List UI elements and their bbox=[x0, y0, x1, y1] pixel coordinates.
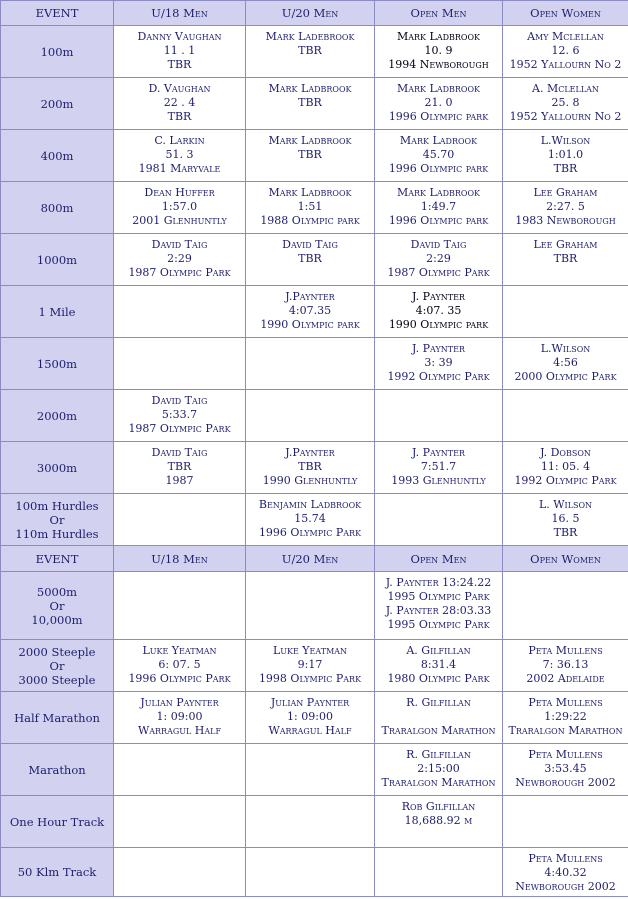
record-venue: 1996 Olympic park bbox=[388, 214, 489, 227]
event-label: 400m bbox=[40, 148, 74, 163]
athlete-name: Luke Yeatman bbox=[272, 644, 348, 657]
record-cell-open-women bbox=[503, 442, 628, 494]
athlete-name: J. Paynter 13:24.22 bbox=[385, 576, 492, 589]
athlete-name: Lee Graham bbox=[533, 238, 598, 251]
record-cell-open-men bbox=[375, 286, 503, 338]
record-venue: Newborough 2002 bbox=[515, 880, 616, 893]
record-cell-open-women bbox=[503, 494, 628, 546]
event-label: 1500m bbox=[36, 356, 78, 371]
record-cell-u20-men bbox=[246, 572, 375, 640]
record-value: 25. 8 bbox=[551, 96, 580, 109]
table-row bbox=[1, 494, 628, 546]
record-cell-u20-men bbox=[246, 26, 375, 78]
record-venue: 1996 Olympic park bbox=[388, 162, 489, 175]
record-venue: Traralgon Marathon bbox=[381, 724, 496, 737]
record-cell-u18-men bbox=[114, 78, 246, 130]
record-value: 11: 05. 4 bbox=[540, 460, 591, 473]
record-venue: 1952 Yallourn No 2 bbox=[509, 110, 622, 123]
record-value: 22 . 4 bbox=[163, 96, 196, 109]
record-value: 21. 0 bbox=[424, 96, 453, 109]
athlete-name: David Taig bbox=[410, 238, 467, 251]
record-cell-u20-men bbox=[246, 286, 375, 338]
header-row bbox=[1, 1, 628, 26]
event-label: 5000m bbox=[36, 584, 78, 599]
athlete-name: D. Vaughan bbox=[148, 82, 211, 95]
table-row bbox=[1, 692, 628, 744]
table-row bbox=[1, 182, 628, 234]
event-cell bbox=[1, 744, 114, 796]
event-label: 200m bbox=[40, 96, 74, 111]
header-u18-men: U/18 Men bbox=[114, 1, 246, 26]
athlete-name: Luke Yeatman bbox=[142, 644, 217, 657]
record-venue: 1994 Newborough bbox=[388, 58, 489, 71]
athlete-name: David Taig bbox=[151, 446, 208, 459]
record-cell-u20-men bbox=[246, 640, 375, 692]
record-value: 2:29 bbox=[426, 252, 451, 265]
table-row bbox=[1, 234, 628, 286]
record-value: 4:07.35 bbox=[288, 304, 332, 317]
athlete-name: David Taig bbox=[282, 238, 338, 251]
event-cell bbox=[1, 390, 114, 442]
record-cell-open-women bbox=[503, 796, 628, 848]
table-row bbox=[1, 26, 628, 78]
record-cell-open-men bbox=[375, 78, 503, 130]
athlete-name: J. Dobson bbox=[540, 446, 591, 459]
record-value: 8:31.4 bbox=[420, 658, 457, 671]
event-label: Or bbox=[49, 658, 65, 673]
athlete-name: Julian Paynter bbox=[270, 696, 350, 709]
record-venue: 1983 Newborough bbox=[515, 214, 616, 227]
record-cell-u18-men bbox=[114, 442, 246, 494]
record-cell-open-men bbox=[375, 692, 503, 744]
record-cell-open-women bbox=[503, 234, 628, 286]
event-cell bbox=[1, 442, 114, 494]
record-cell-open-men bbox=[375, 572, 503, 640]
record-cell-u20-men bbox=[246, 130, 375, 182]
event-label: 3000m bbox=[36, 460, 78, 475]
athlete-name: R. Gilfillan bbox=[406, 696, 471, 709]
record-cell-u20-men bbox=[246, 182, 375, 234]
record-venue: 1990 Olympic park bbox=[388, 318, 489, 331]
record-venue: 1990 Olympic park bbox=[260, 318, 360, 331]
athlete-name: Danny Vaughan bbox=[137, 30, 222, 43]
record-cell-open-women bbox=[503, 692, 628, 744]
event-label: 100m Hurdles bbox=[15, 498, 99, 513]
event-label: 100m bbox=[40, 44, 74, 59]
record-venue: 2000 Olympic Park bbox=[514, 370, 617, 383]
athlete-name: Mark Ladrook bbox=[399, 134, 478, 147]
record-cell-open-men bbox=[375, 640, 503, 692]
record-value: 1:49.7 bbox=[420, 200, 457, 213]
record-value: 51. 3 bbox=[165, 148, 194, 161]
record-value: TBR bbox=[298, 252, 322, 265]
athlete-name: A. Mclellan bbox=[532, 82, 599, 95]
record-value: 2:15:00 bbox=[417, 762, 460, 775]
athlete-name: Mark Ladbrook bbox=[268, 186, 352, 199]
record-cell-u18-men bbox=[114, 26, 246, 78]
event-label: 110m Hurdles bbox=[15, 526, 99, 541]
event-label: Or bbox=[49, 512, 65, 527]
event-label: Or bbox=[49, 598, 65, 613]
athlete-name: Mark Ladbrook bbox=[268, 134, 352, 147]
athlete-name: Peta Mullens bbox=[528, 644, 603, 657]
event-cell bbox=[1, 338, 114, 390]
record-cell-u20-men bbox=[246, 338, 375, 390]
record-venue: 1981 Maryvale bbox=[138, 162, 221, 175]
header-u20-men: U/20 Men bbox=[246, 546, 375, 572]
table-row bbox=[1, 442, 628, 494]
record-venue: 1996 Olympic park bbox=[388, 110, 489, 123]
table-row bbox=[1, 796, 628, 848]
record-cell-u18-men bbox=[114, 286, 246, 338]
event-cell bbox=[1, 796, 114, 848]
athlete-name: Benjamin Ladbrook bbox=[258, 498, 362, 511]
event-label: 2000 Steeple bbox=[18, 644, 96, 659]
record-value: 1995 Olympic Park bbox=[387, 590, 490, 603]
event-label: 1000m bbox=[36, 252, 78, 267]
event-label: Marathon bbox=[28, 762, 86, 777]
record-value: 7: 36.13 bbox=[542, 658, 589, 671]
athlete-name: L. Wilson bbox=[538, 498, 593, 511]
athlete-name: Mark Ladbrook bbox=[396, 82, 481, 95]
record-cell-u18-men bbox=[114, 130, 246, 182]
record-cell-u18-men bbox=[114, 744, 246, 796]
record-venue: 1987 Olympic Park bbox=[387, 266, 490, 279]
athlete-name: J. Paynter bbox=[412, 342, 465, 355]
record-cell-u18-men bbox=[114, 182, 246, 234]
record-cell-open-men bbox=[375, 338, 503, 390]
record-cell-open-women bbox=[503, 182, 628, 234]
record-cell-open-women bbox=[503, 130, 628, 182]
athlete-name: Peta Mullens bbox=[528, 748, 603, 761]
record-value: TBR bbox=[298, 460, 322, 473]
table-row bbox=[1, 390, 628, 442]
record-venue: TBR bbox=[553, 526, 578, 539]
event-cell bbox=[1, 182, 114, 234]
record-value: 1: 09:00 bbox=[287, 710, 333, 723]
table-row bbox=[1, 640, 628, 692]
record-value: 5:33.7 bbox=[161, 408, 198, 421]
athlete-name: David Taig bbox=[151, 238, 208, 251]
athlete-name: Peta Mullens bbox=[528, 852, 603, 865]
record-venue: J. Paynter 28:03.33 bbox=[385, 604, 492, 617]
record-cell-open-men bbox=[375, 130, 503, 182]
athlete-name: Mark Ladbrook bbox=[268, 82, 352, 95]
record-venue: 1992 Olympic Park bbox=[387, 370, 490, 383]
athlete-name: L.Wilson bbox=[540, 342, 591, 355]
record-value: TBR bbox=[167, 460, 192, 473]
record-venue: 1996 Olympic Park bbox=[128, 672, 231, 685]
athlete-name: C. Larkin bbox=[154, 134, 205, 147]
record-venue: 1987 Olympic Park bbox=[128, 266, 231, 279]
record-cell-open-men bbox=[375, 390, 503, 442]
record-value: TBR bbox=[553, 252, 578, 265]
record-value: 16. 5 bbox=[551, 512, 580, 525]
record-cell-u20-men bbox=[246, 234, 375, 286]
record-cell-open-women bbox=[503, 640, 628, 692]
record-value: 1:01.0 bbox=[547, 148, 584, 161]
event-cell bbox=[1, 234, 114, 286]
event-label: EVENT bbox=[35, 551, 79, 566]
record-venue: 1988 Olympic park bbox=[260, 214, 360, 227]
athlete-name: Peta Mullens bbox=[528, 696, 603, 709]
record-venue: Newborough 2002 bbox=[515, 776, 616, 789]
record-value: 4:40.32 bbox=[544, 866, 587, 879]
record-venue: 1996 Olympic Park bbox=[258, 526, 362, 539]
record-cell-open-men bbox=[375, 848, 503, 897]
record-value: 15.74 bbox=[294, 512, 326, 525]
record-cell-open-women bbox=[503, 848, 628, 897]
event-label: 10,000m bbox=[31, 612, 83, 627]
record-cell-u20-men bbox=[246, 390, 375, 442]
record-cell-open-men bbox=[375, 182, 503, 234]
record-cell-open-men bbox=[375, 744, 503, 796]
record-value: 1:29:22 bbox=[544, 710, 587, 723]
header-open-men: Open Men bbox=[375, 546, 503, 572]
record-cell-open-men bbox=[375, 26, 503, 78]
record-value: 2:29 bbox=[167, 252, 192, 265]
record-value: 4:56 bbox=[553, 356, 578, 369]
athlete-name: J.Paynter bbox=[285, 290, 335, 303]
event-cell bbox=[1, 640, 114, 692]
record-cell-open-women bbox=[503, 572, 628, 640]
record-cell-u20-men bbox=[246, 796, 375, 848]
athlete-name: Lee Graham bbox=[533, 186, 598, 199]
record-cell-u20-men bbox=[246, 692, 375, 744]
event-label: 3000 Steeple bbox=[18, 672, 96, 687]
record-venue: 1990 Glenhuntly bbox=[262, 474, 358, 487]
record-cell-open-men bbox=[375, 494, 503, 546]
record-cell-open-men bbox=[375, 796, 503, 848]
athlete-name: Dean Huffer bbox=[144, 186, 215, 199]
event-label: 1 Mile bbox=[38, 304, 76, 319]
table-row bbox=[1, 286, 628, 338]
event-label: 50 Klm Track bbox=[17, 865, 97, 879]
athlete-name: R. Gilfillan bbox=[406, 748, 471, 761]
record-venue: 1995 Olympic Park bbox=[387, 618, 490, 631]
header-open-men: Open Men bbox=[375, 1, 503, 26]
record-cell-u18-men bbox=[114, 848, 246, 897]
athlete-name: J. Paynter bbox=[412, 290, 465, 303]
record-cell-u18-men bbox=[114, 390, 246, 442]
record-cell-u18-men bbox=[114, 796, 246, 848]
record-value: 1: 09:00 bbox=[156, 710, 203, 723]
record-value: 6: 07. 5 bbox=[158, 658, 201, 671]
athlete-name: Mark Ladbrook bbox=[396, 30, 481, 43]
table-row bbox=[1, 130, 628, 182]
record-venue: Traralgon Marathon bbox=[381, 776, 496, 789]
record-cell-u20-men bbox=[246, 494, 375, 546]
record-value: 11 . 1 bbox=[163, 44, 196, 57]
record-value: 18,688.92 m bbox=[404, 814, 473, 827]
record-venue: TBR bbox=[553, 162, 578, 175]
records-body bbox=[1, 26, 628, 897]
record-cell-u18-men bbox=[114, 234, 246, 286]
record-venue: 1987 bbox=[165, 474, 194, 487]
header-open-women: Open Women bbox=[503, 1, 628, 26]
table-row bbox=[1, 744, 628, 796]
event-label: 800m bbox=[40, 200, 74, 215]
event-cell bbox=[1, 494, 114, 546]
record-cell-u18-men bbox=[114, 572, 246, 640]
record-cell-open-women bbox=[503, 744, 628, 796]
record-value: 9:17 bbox=[297, 658, 323, 671]
record-venue: 2001 Glenhuntly bbox=[132, 214, 227, 227]
athlete-name: Amy Mclellan bbox=[527, 30, 604, 43]
record-cell-u20-men bbox=[246, 78, 375, 130]
record-venue: 2002 Adelaide bbox=[526, 672, 605, 685]
athlete-name: David Taig bbox=[151, 394, 208, 407]
table-row bbox=[1, 78, 628, 130]
record-cell-u20-men bbox=[246, 744, 375, 796]
record-value bbox=[375, 710, 502, 724]
record-value: 2:27. 5 bbox=[546, 200, 585, 213]
record-value: 10. 9 bbox=[424, 44, 453, 57]
record-cell-open-women bbox=[503, 390, 628, 442]
record-value: 1:51 bbox=[297, 200, 323, 213]
record-value: 7:51.7 bbox=[420, 460, 457, 473]
event-cell bbox=[1, 78, 114, 130]
record-cell-open-women bbox=[503, 338, 628, 390]
table-row bbox=[1, 848, 628, 897]
record-venue: Warragul Half bbox=[137, 724, 222, 737]
record-value: 12. 6 bbox=[551, 44, 580, 57]
record-cell-open-women bbox=[503, 26, 628, 78]
record-value: 45.70 bbox=[422, 148, 455, 161]
record-cell-open-men bbox=[375, 234, 503, 286]
record-value: 3:53.45 bbox=[544, 762, 587, 775]
header-row bbox=[1, 546, 628, 572]
header-u20-men: U/20 Men bbox=[246, 1, 375, 26]
record-cell-u18-men bbox=[114, 494, 246, 546]
record-venue: 1992 Olympic Park bbox=[514, 474, 617, 487]
record-cell-u20-men bbox=[246, 442, 375, 494]
header-event: EVENT bbox=[1, 1, 114, 26]
athlete-name: J. Paynter bbox=[412, 446, 465, 459]
record-cell-open-women bbox=[503, 78, 628, 130]
athlete-name: Rob Gilfillan bbox=[401, 800, 476, 813]
athlete-name: A. Gilfillan bbox=[406, 644, 471, 657]
event-label: 2000m bbox=[36, 408, 78, 423]
athlete-name: J.Paynter bbox=[285, 446, 335, 459]
record-cell-u18-men bbox=[114, 692, 246, 744]
record-value: 1:57.0 bbox=[161, 200, 198, 213]
event-cell bbox=[1, 848, 114, 897]
athlete-name: Mark Ladebrook bbox=[265, 30, 355, 43]
record-venue: Warragul Half bbox=[268, 724, 352, 737]
record-venue: TBR bbox=[167, 110, 192, 123]
event-cell bbox=[1, 286, 114, 338]
record-value: TBR bbox=[298, 148, 322, 161]
event-label: Half Marathon bbox=[14, 710, 100, 725]
record-venue: 1998 Olympic Park bbox=[258, 672, 362, 685]
record-venue: 1952 Yallourn No 2 bbox=[509, 58, 622, 71]
record-value: TBR bbox=[298, 96, 322, 109]
event-label: One Hour Track bbox=[9, 814, 105, 829]
event-cell bbox=[1, 692, 114, 744]
record-cell-u18-men bbox=[114, 338, 246, 390]
header-u18-men: U/18 Men bbox=[114, 546, 246, 572]
header-event bbox=[1, 546, 114, 572]
record-value: 4:07. 35 bbox=[415, 304, 462, 317]
record-cell-u20-men bbox=[246, 848, 375, 897]
table-row bbox=[1, 572, 628, 640]
record-venue: 1993 Glenhuntly bbox=[391, 474, 486, 487]
record-cell-open-men bbox=[375, 442, 503, 494]
athlete-name: Julian Paynter bbox=[140, 696, 219, 709]
event-cell bbox=[1, 26, 114, 78]
record-cell-open-women bbox=[503, 286, 628, 338]
record-value: TBR bbox=[298, 44, 322, 57]
table-row bbox=[1, 338, 628, 390]
header-open-women: Open Women bbox=[503, 546, 628, 572]
athlete-name: L.Wilson bbox=[540, 134, 591, 147]
athlete-name: Mark Ladbrook bbox=[396, 186, 481, 199]
record-venue: Traralgon Marathon bbox=[508, 724, 623, 737]
record-cell-u18-men bbox=[114, 640, 246, 692]
record-venue: 1980 Olympic Park bbox=[387, 672, 490, 685]
record-venue: TBR bbox=[167, 58, 192, 71]
event-cell bbox=[1, 130, 114, 182]
event-cell bbox=[1, 572, 114, 640]
record-venue: 1987 Olympic Park bbox=[128, 422, 231, 435]
record-value: 3: 39 bbox=[424, 356, 453, 369]
